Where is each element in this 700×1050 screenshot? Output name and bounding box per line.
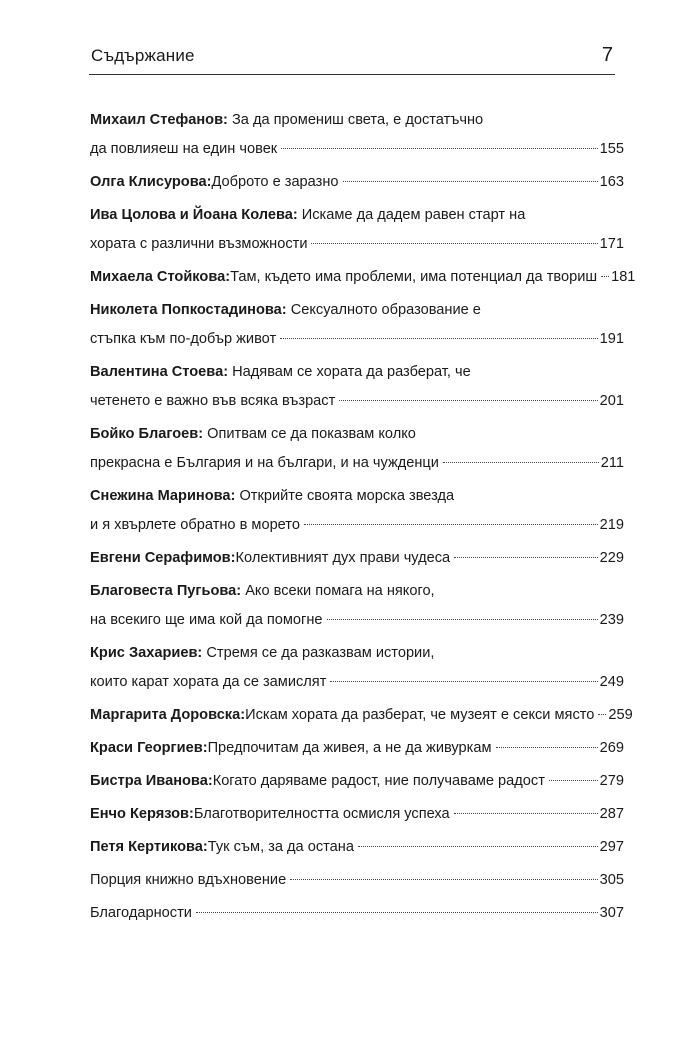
dot-leader [311,243,597,244]
toc-entry [90,701,633,730]
toc-entry-first-line [90,577,624,606]
entry-page-number: 239 [599,612,624,628]
dot-leader [281,148,597,149]
toc-entry [90,358,624,416]
title-part-2: четенето е важно във всяка възраст [90,393,336,409]
toc-entry-last-line [90,800,624,829]
dot-leader [280,338,598,339]
section-title: Съдържание [91,46,195,65]
toc-entry-last-line [90,866,624,895]
toc-entry [90,482,624,540]
toc-entry [90,168,624,197]
title-part-1: За да промениш света, е достатъчно [227,112,484,128]
entry-page-number: 259 [608,707,633,723]
dot-leader [339,400,597,401]
title-part-1: Опитвам се да показвам колко [203,426,416,442]
author-name: Ива Цолова и Йоана Колева: [90,207,298,223]
title-part-2: и я хвърлете обратно в морето [90,517,300,533]
entry-page-number: 191 [599,331,624,347]
toc-entry [90,296,624,354]
toc-entry-last-line [90,544,624,573]
entry-page-number: 211 [600,455,624,471]
toc-entry [90,899,624,928]
toc-entry [90,420,624,478]
dot-leader [454,557,597,558]
title-part-2: хората с различни възможности [90,236,308,252]
dot-leader [343,181,598,182]
entry-title: Порция книжно вдъхновение [90,872,287,888]
entry-page-number: 181 [611,269,636,285]
entry-page-number: 163 [599,174,624,190]
dot-leader [304,524,598,525]
entry-page-number: 287 [599,806,624,822]
toc-entry-last-line [90,734,624,763]
author-name: Михаела Стойкова: [90,269,231,285]
title-part-2: на всекиго ще има кой да помогне [90,612,323,628]
toc-entry [90,767,624,796]
title-part-2: които карат хората да се замислят [90,674,327,690]
entry-title: Колективният дух прави чудеса [235,550,451,566]
author-name: Снежина Маринова: [90,488,236,504]
author-name: Петя Кертикова: [90,839,208,855]
title-part-2: стъпка към по-добър живот [90,331,277,347]
author-name: Крис Захариев: [90,645,203,661]
title-part-1: Искаме да дадем равен старт на [297,207,526,223]
dot-leader [330,681,597,682]
dot-leader [327,619,598,620]
toc-entry [90,201,624,259]
toc-entry-first-line [90,296,624,325]
author-name: Маргарита Доровска: [90,707,246,723]
toc-entry-last-line [90,511,624,540]
title-part-2: прекрасна е България и на българи, и на чужденци [90,455,439,471]
toc-entry-last-line [90,668,624,697]
entry-title: Там, където има проблеми, има потенциал да твориш [230,269,598,285]
toc-entry [90,866,624,895]
toc-entry [90,106,624,164]
author-name: Енчо Керязов: [90,806,194,822]
dot-leader [598,714,606,715]
title-part-1: Сексуалното образование е [286,302,481,318]
toc-entry [90,544,624,573]
entry-page-number: 201 [599,393,624,409]
entry-title: Когато даряваме радост, ние получаваме радост [212,773,545,789]
toc-entry-last-line [90,833,624,862]
toc-entry [90,833,624,862]
dot-leader [443,462,599,463]
toc-entry-first-line [90,639,624,668]
title-part-1: Ако всеки помага на някого, [241,583,435,599]
entry-title: Искам хората да разберат, че музеят е секси място [245,707,595,723]
entry-title: Благотворителността осмисля успеха [193,806,450,822]
toc-entry [90,734,624,763]
title-part-1: Открийте своята морска звезда [235,488,455,504]
dot-leader [290,879,597,880]
toc-entry-first-line [90,420,624,449]
toc-entry-last-line [90,606,624,635]
entry-title: Благодарности [90,905,192,921]
toc-entry-last-line [90,135,624,164]
entry-page-number: 305 [599,872,624,888]
author-name: Николета Попкостадинова: [90,302,287,318]
toc-entry [90,639,624,697]
dot-leader [496,747,598,748]
entry-page-number: 219 [599,517,624,533]
toc-entry-first-line [90,358,624,387]
toc-entry-last-line [90,449,624,478]
toc-entry-last-line [90,701,633,730]
entry-title: Тук съм, за да остана [207,839,354,855]
title-part-1: Стремя се да разказвам истории, [202,645,435,661]
toc-entry-last-line [90,767,624,796]
toc-entry-last-line [90,899,624,928]
entry-page-number: 279 [599,773,624,789]
entry-page-number: 229 [599,550,624,566]
title-part-1: Надявам се хората да разберат, че [228,364,471,380]
entry-page-number: 155 [599,141,624,157]
entry-page-number: 269 [599,740,624,756]
toc-entry-last-line [90,230,624,259]
table-of-contents [90,106,636,928]
dot-leader [196,912,598,913]
entry-page-number: 307 [599,905,624,921]
dot-leader [549,780,598,781]
dot-leader [358,846,598,847]
author-name: Краси Георгиев: [90,740,208,756]
author-name: Бистра Иванова: [90,773,213,789]
entry-title: Предпочитам да живея, а не да живуркам [207,740,492,756]
toc-entry-first-line [90,106,624,135]
toc-entry-last-line [90,263,636,292]
page-header [89,40,615,75]
toc-entry [90,263,636,292]
dot-leader [454,813,598,814]
toc-entry [90,800,624,829]
title-part-2: да повлияеш на един човек [90,141,278,157]
toc-entry-last-line [90,387,624,416]
page-number: 7 [601,44,613,66]
toc-entry-first-line [90,482,624,511]
author-name: Валентина Стоева: [90,364,229,380]
toc-entry-last-line [90,325,624,354]
entry-title: Доброто е заразно [211,174,339,190]
toc-entry-last-line [90,168,624,197]
author-name: Благовеста Пугьова: [90,583,242,599]
entry-page-number: 171 [599,236,624,252]
entry-page-number: 297 [599,839,624,855]
entry-page-number: 249 [599,674,624,690]
dot-leader [601,276,609,277]
toc-entry [90,577,624,635]
author-name: Михаил Стефанов: [90,112,228,128]
toc-entry-first-line [90,201,624,230]
author-name: Олга Клисурова: [90,174,212,190]
author-name: Евгени Серафимов: [90,550,236,566]
author-name: Бойко Благоев: [90,426,204,442]
